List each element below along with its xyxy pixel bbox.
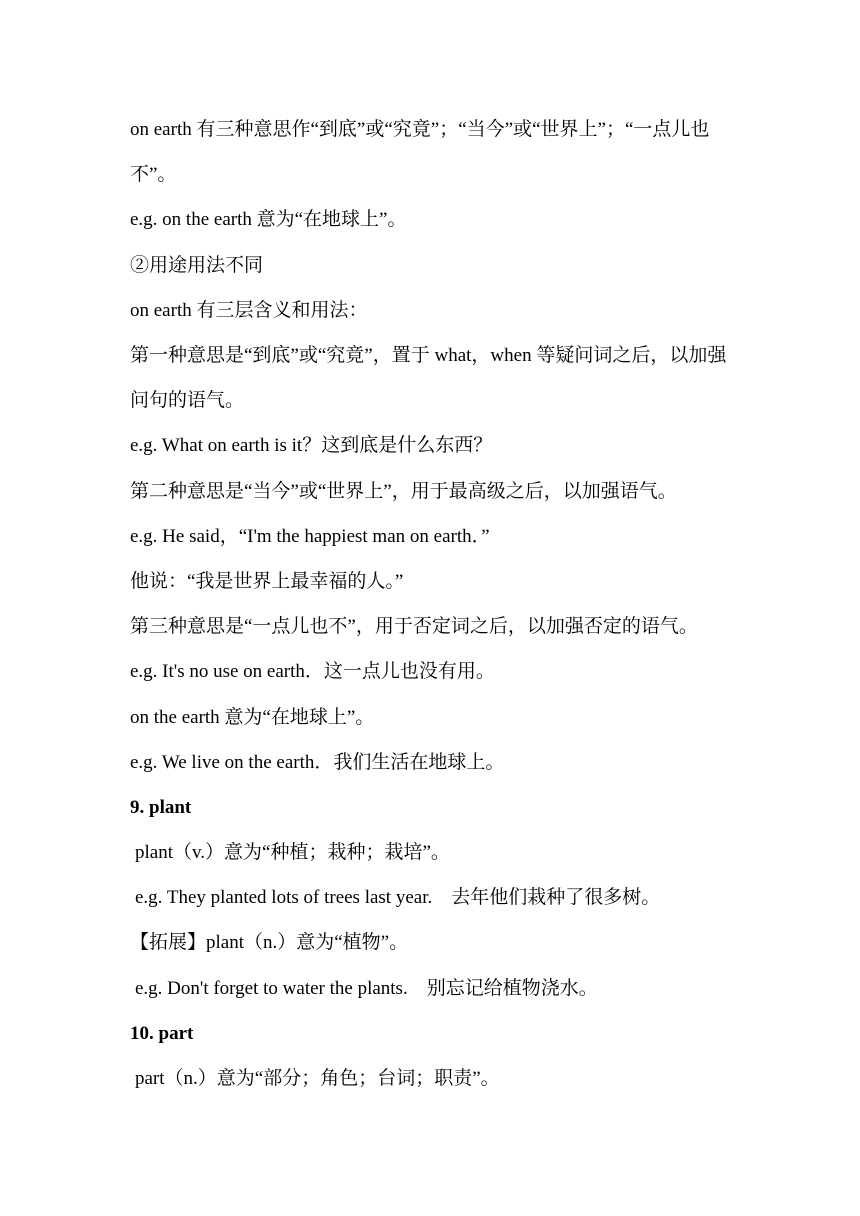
heading-plant: 9. plant: [130, 796, 192, 818]
definition-part-noun: part（n.）意为“部分；角色；台词；职责”。: [135, 1068, 500, 1089]
definition-plant-verb: plant（v.）意为“种植；栽种；栽培”。: [135, 842, 450, 864]
example-on-the-earth: e.g. on the earth 意为“在地球上”。: [130, 209, 407, 231]
example-what-on-earth: e.g. What on earth is it？这到底是什么东西？: [130, 435, 493, 457]
translation-happiest-man: 他说：“我是世界上最幸福的人。”: [130, 570, 404, 592]
subheading-usage-difference: ②用途用法不同: [130, 254, 264, 276]
paragraph-on-earth-meanings: on earth 有三种意思作“到底”或“究竟”；“当今”或“世界上”；“一点儿也不”。: [130, 119, 710, 186]
paragraph-third-meaning: 第三种意思是“一点儿也不”，用于否定词之后，以加强否定的语气。: [130, 616, 698, 638]
heading-part: 10. part: [130, 1022, 194, 1044]
example-happiest-man: e.g. He said，“I'm the happiest man on earth．”: [130, 525, 490, 547]
paragraph-first-meaning: 第一种意思是“到底”或“究竟”，置于 what，when 等疑问词之后，以加强问句的语气。: [130, 344, 727, 412]
example-water-plants: e.g. Don't forget to water the plants. 别忘记给植物浇水。: [135, 977, 598, 999]
paragraph-on-the-earth: on the earth 意为“在地球上”。: [130, 706, 375, 728]
example-planted-trees: e.g. They planted lots of trees last year. 去年他们栽种了很多树。: [135, 887, 661, 909]
document-body: [130, 107, 740, 1101]
example-no-use: e.g. It's no use on earth．这一点儿也没有用。: [130, 661, 495, 683]
example-live-on-earth: e.g. We live on the earth．我们生活在地球上。: [130, 751, 505, 773]
paragraph-on-earth-usage: on earth 有三层含义和用法：: [130, 299, 368, 321]
extension-plant-noun: 【拓展】plant（n.）意为“植物”。: [130, 932, 409, 954]
paragraph-second-meaning: 第二种意思是“当今”或“世界上”，用于最高级之后，以加强语气。: [130, 480, 677, 502]
